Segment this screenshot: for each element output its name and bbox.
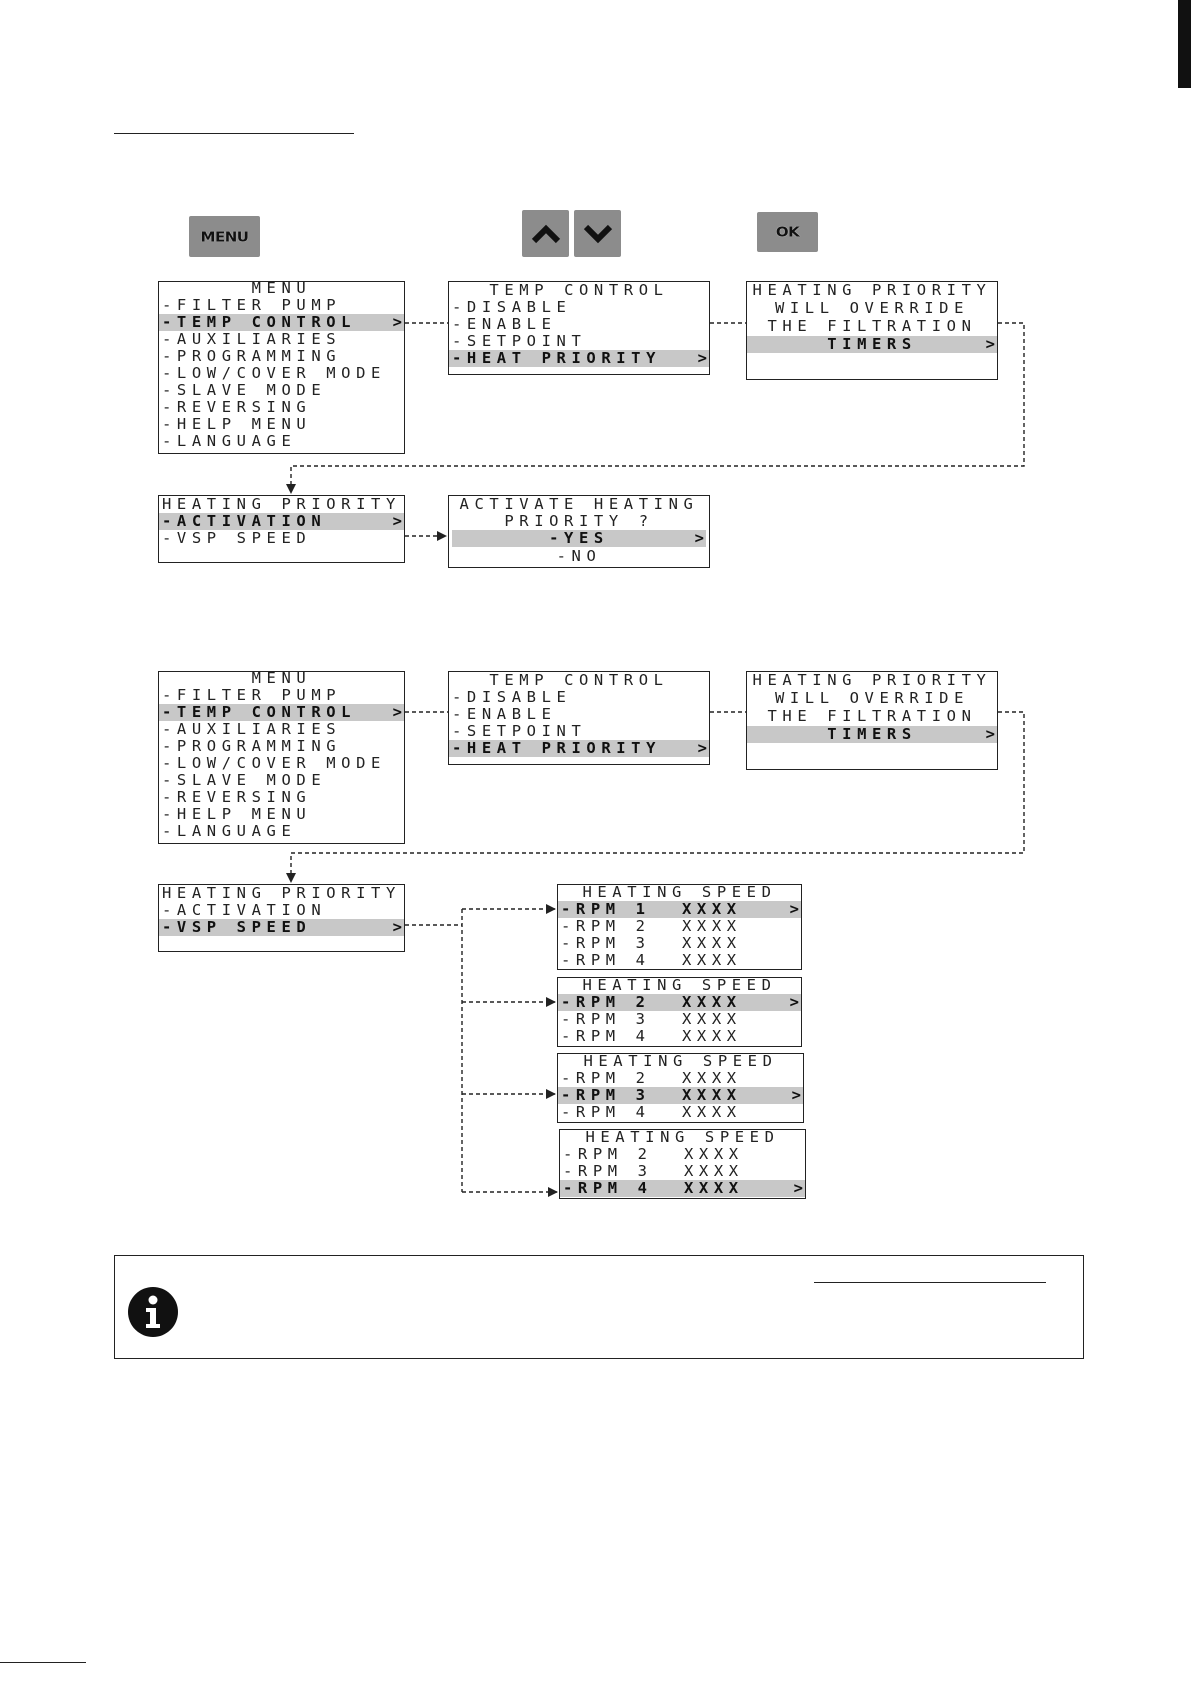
- speed-row-rpm3[interactable]: [558, 935, 801, 952]
- speed-row-value: XXXX: [682, 994, 742, 1011]
- chevron-down-icon: [583, 223, 613, 245]
- arrow-indicator: >: [793, 1180, 803, 1197]
- ok-button-label: OK: [775, 223, 800, 241]
- override-timers[interactable]: [747, 336, 997, 353]
- speed-screen-2: [557, 977, 802, 1047]
- speed-row-value: XXXX: [682, 952, 742, 969]
- hp-item-vsp-speed[interactable]: [159, 919, 404, 936]
- page-footer-rule: [0, 1662, 86, 1663]
- speed-row-label: -RPM 1: [561, 901, 651, 918]
- menu-item-auxiliaries[interactable]: -AUXILIARIES: [162, 721, 342, 738]
- speed-row-value: XXXX: [682, 1087, 742, 1104]
- hp-item-activation[interactable]: [159, 513, 404, 530]
- temp-item-label: -HEAT PRIORITY: [452, 350, 662, 367]
- speed-row-rpm1[interactable]: [558, 901, 801, 918]
- activate-option-no[interactable]: -NO: [556, 548, 602, 565]
- menu-item-filter-pump[interactable]: -FILTER PUMP: [162, 297, 342, 314]
- override-line-3: THE FILTRATION: [767, 708, 977, 725]
- speed-title: HEATING SPEED: [582, 977, 777, 994]
- menu-item-help-menu[interactable]: -HELP MENU: [162, 806, 312, 823]
- menu-item-slave-mode[interactable]: -SLAVE MODE: [162, 772, 327, 789]
- arrow-indicator: >: [694, 530, 704, 547]
- speed-row-label: -RPM 2: [561, 918, 651, 935]
- arrow-indicator: >: [697, 740, 707, 757]
- speed-row-label: -RPM 3: [561, 935, 651, 952]
- menu-item-programming[interactable]: -PROGRAMMING: [162, 348, 342, 365]
- chevron-up-icon: [531, 223, 561, 245]
- heating-priority-screen-2: [158, 884, 405, 952]
- up-button[interactable]: [522, 210, 569, 257]
- speed-row-rpm4[interactable]: [558, 952, 801, 969]
- menu-button-label: MENU: [200, 228, 249, 245]
- menu-button[interactable]: [189, 216, 260, 257]
- speed-row-label: -RPM 3: [563, 1163, 653, 1180]
- menu-title: MENU: [251, 670, 312, 687]
- temp-item-heat-priority[interactable]: [449, 740, 709, 757]
- arrow-indicator: >: [985, 726, 995, 743]
- arrow-indicator: >: [392, 704, 402, 721]
- speed-row-rpm2[interactable]: [558, 918, 801, 935]
- down-button[interactable]: [574, 210, 621, 257]
- menu-item-low-cover-mode[interactable]: -LOW/COVER MODE: [162, 755, 386, 772]
- speed-row-label: -RPM 2: [561, 1070, 651, 1087]
- speed-row-rpm2[interactable]: [558, 1070, 803, 1087]
- heating-priority-title: HEATING PRIORITY: [162, 885, 401, 902]
- override-line-1: HEATING PRIORITY: [752, 282, 992, 299]
- speed-row-value: XXXX: [682, 901, 742, 918]
- override-timers-label: TIMERS: [827, 336, 917, 353]
- menu-screen: [158, 281, 405, 454]
- speed-row-value: XXXX: [682, 918, 742, 935]
- menu-item-reversing[interactable]: -REVERSING: [162, 789, 312, 806]
- arrow-indicator: >: [789, 994, 799, 1011]
- override-screen-2: [746, 671, 998, 770]
- speed-row-rpm4[interactable]: [558, 1104, 803, 1121]
- arrow-indicator: >: [789, 901, 799, 918]
- temp-item-setpoint[interactable]: -SETPOINT: [452, 723, 587, 740]
- hp-item-activation[interactable]: -ACTIVATION: [162, 902, 327, 919]
- heating-priority-title: HEATING PRIORITY: [162, 496, 401, 513]
- hp-item-label: -VSP SPEED: [162, 919, 312, 936]
- speed-row-label: -RPM 3: [561, 1011, 651, 1028]
- arrow-indicator: >: [392, 919, 402, 936]
- menu-item-language[interactable]: -LANGUAGE: [162, 433, 297, 450]
- page-edge-tab: [1178, 0, 1191, 88]
- speed-row-rpm4[interactable]: [558, 1028, 801, 1045]
- hp-item-label: -ACTIVATION: [162, 513, 327, 530]
- ok-button[interactable]: [757, 212, 818, 252]
- speed-row-value: XXXX: [682, 1104, 742, 1121]
- activate-option-label: -YES: [549, 530, 609, 547]
- speed-row-rpm2[interactable]: [560, 1146, 805, 1163]
- override-line-2: WILL OVERRIDE: [774, 300, 970, 317]
- section-heading-underline: [114, 133, 354, 134]
- activate-screen: [448, 495, 710, 568]
- temp-control-screen-2: [448, 671, 710, 765]
- speed-row-value: XXXX: [684, 1146, 744, 1163]
- menu-item-help-menu[interactable]: -HELP MENU: [162, 416, 312, 433]
- temp-control-title: TEMP CONTROL: [489, 672, 669, 689]
- override-line-1: HEATING PRIORITY: [752, 672, 992, 689]
- speed-row-rpm2[interactable]: [558, 994, 801, 1011]
- arrow-indicator: >: [392, 314, 402, 331]
- activate-line-1: ACTIVATE HEATING: [459, 496, 699, 513]
- speed-row-rpm3[interactable]: [558, 1011, 801, 1028]
- override-line-2: WILL OVERRIDE: [774, 690, 970, 707]
- menu-item-label: -TEMP CONTROL: [162, 314, 357, 331]
- temp-item-enable[interactable]: -ENABLE: [452, 706, 557, 723]
- speed-row-label: -RPM 3: [561, 1087, 651, 1104]
- speed-row-label: -RPM 2: [563, 1146, 653, 1163]
- arrow-indicator: >: [985, 336, 995, 353]
- menu-item-reversing[interactable]: -REVERSING: [162, 399, 312, 416]
- menu-title: MENU: [251, 280, 312, 297]
- menu-item-temp-control[interactable]: [159, 704, 404, 721]
- speed-row-value: XXXX: [682, 1070, 742, 1087]
- menu-item-low-cover-mode[interactable]: -LOW/COVER MODE: [162, 365, 386, 382]
- speed-row-label: -RPM 4: [561, 952, 651, 969]
- speed-row-rpm3[interactable]: [558, 1087, 803, 1104]
- activate-option-yes[interactable]: [452, 530, 706, 547]
- speed-row-value: XXXX: [682, 1028, 742, 1045]
- heating-priority-screen: [158, 495, 405, 563]
- menu-item-slave-mode[interactable]: -SLAVE MODE: [162, 382, 327, 399]
- speed-screen-1: [557, 884, 802, 970]
- hp-item-vsp-speed[interactable]: -VSP SPEED: [162, 530, 312, 547]
- menu-item-programming[interactable]: -PROGRAMMING: [162, 738, 342, 755]
- speed-row-value: XXXX: [682, 935, 742, 952]
- override-line-3: THE FILTRATION: [767, 318, 977, 335]
- speed-row-label: -RPM 4: [561, 1028, 651, 1045]
- speed-screen-3: [557, 1053, 804, 1123]
- speed-title: HEATING SPEED: [583, 1053, 778, 1070]
- menu-item-language[interactable]: -LANGUAGE: [162, 823, 297, 840]
- activate-line-2: PRIORITY ?: [504, 513, 654, 530]
- temp-item-setpoint[interactable]: -SETPOINT: [452, 333, 587, 350]
- arrow-indicator: >: [791, 1087, 801, 1104]
- override-screen: [746, 281, 998, 380]
- speed-row-rpm4[interactable]: [560, 1180, 805, 1197]
- speed-title: HEATING SPEED: [582, 884, 777, 901]
- info-note: [114, 1255, 1084, 1359]
- temp-control-title: TEMP CONTROL: [489, 282, 669, 299]
- arrow-indicator: >: [697, 350, 707, 367]
- speed-row-value: XXXX: [684, 1180, 744, 1197]
- speed-row-rpm3[interactable]: [560, 1163, 805, 1180]
- speed-row-label: -RPM 4: [563, 1180, 653, 1197]
- temp-control-screen: [448, 281, 710, 375]
- speed-row-label: -RPM 2: [561, 994, 651, 1011]
- speed-row-value: XXXX: [682, 1011, 742, 1028]
- arrow-indicator: >: [392, 513, 402, 530]
- speed-title: HEATING SPEED: [585, 1129, 780, 1146]
- menu-item-auxiliaries[interactable]: -AUXILIARIES: [162, 331, 342, 348]
- info-icon: [127, 1286, 179, 1338]
- menu-item-temp-control[interactable]: [159, 314, 404, 331]
- temp-item-enable[interactable]: -ENABLE: [452, 316, 557, 333]
- note-underline: [814, 1282, 1046, 1283]
- menu-item-label: -TEMP CONTROL: [162, 704, 357, 721]
- temp-item-label: -HEAT PRIORITY: [452, 740, 662, 757]
- override-timers-label: TIMERS: [827, 726, 917, 743]
- temp-item-disable[interactable]: -DISABLE: [452, 299, 572, 316]
- temp-item-heat-priority[interactable]: [449, 350, 709, 367]
- temp-item-disable[interactable]: -DISABLE: [452, 689, 572, 706]
- speed-screen-4: [559, 1129, 806, 1199]
- menu-screen-2: [158, 671, 405, 844]
- speed-row-label: -RPM 4: [561, 1104, 651, 1121]
- speed-row-value: XXXX: [684, 1163, 744, 1180]
- override-timers[interactable]: [747, 726, 997, 743]
- menu-item-filter-pump[interactable]: -FILTER PUMP: [162, 687, 342, 704]
